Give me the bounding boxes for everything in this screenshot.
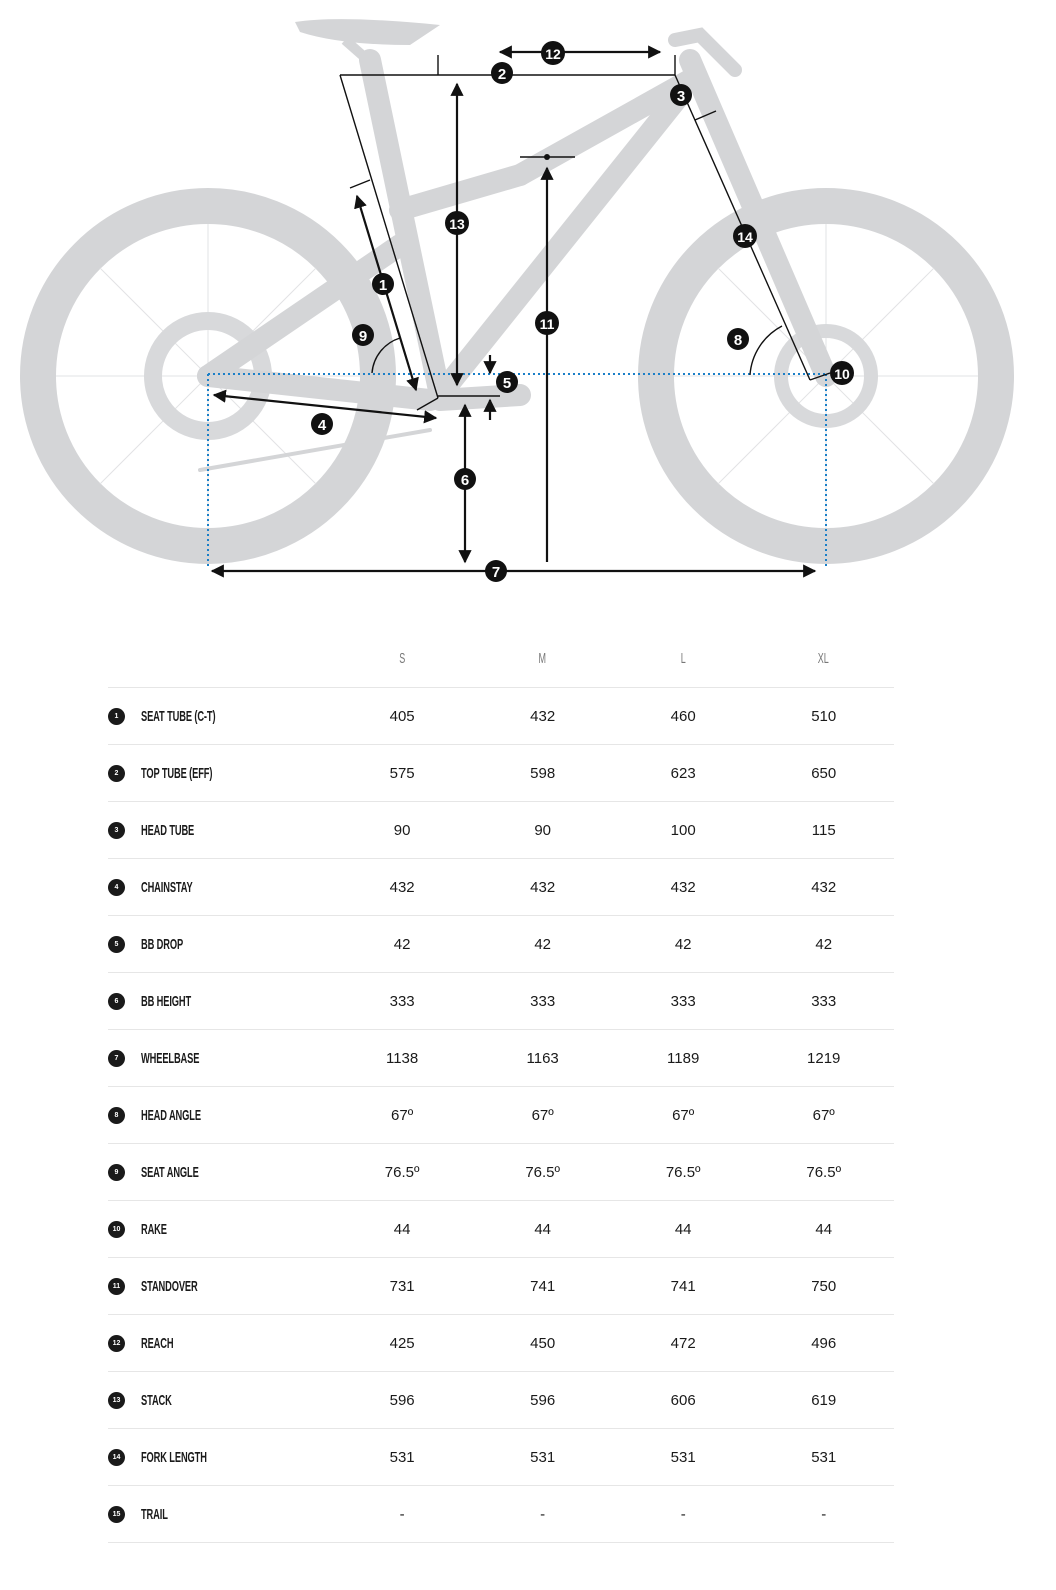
svg-text:4: 4 (317, 417, 327, 434)
measurement-label: RAKE (141, 1220, 167, 1238)
value-m: 741 (530, 1277, 556, 1295)
value-m: 432 (530, 707, 556, 725)
table-row (108, 1258, 894, 1315)
value-s: 90 (393, 821, 411, 839)
row-label (108, 879, 332, 896)
number-badge-icon: 3 (108, 822, 125, 839)
number-badge-icon: 12 (108, 1335, 125, 1352)
value-l: 531 (670, 1448, 696, 1466)
row-label (108, 1335, 332, 1352)
value-m: 67º (531, 1106, 554, 1124)
value-s: 531 (389, 1448, 415, 1466)
svg-text:6: 6 (460, 472, 470, 489)
measurement-label: TOP TUBE (EFF) (141, 764, 213, 782)
table-row (108, 1429, 894, 1486)
svg-text:12: 12 (545, 46, 561, 62)
number-badge-icon: 4 (108, 879, 125, 896)
number-badge-icon: 14 (108, 1449, 125, 1466)
value-s: 425 (389, 1334, 415, 1352)
value-s: 432 (389, 878, 415, 896)
svg-text:2: 2 (497, 66, 507, 83)
value-s: 575 (389, 764, 415, 782)
column-header-s: S (399, 650, 406, 667)
svg-text:13: 13 (449, 216, 465, 232)
value-s: 596 (389, 1391, 415, 1409)
value-xl: 67º (812, 1106, 835, 1124)
row-label (108, 1221, 332, 1238)
measurement-label: FORK LENGTH (141, 1448, 207, 1466)
table-row (108, 1144, 894, 1201)
table-row (108, 745, 894, 802)
svg-text:11: 11 (539, 316, 555, 332)
row-label (108, 936, 332, 953)
number-badge-icon: 9 (108, 1164, 125, 1181)
value-xl: 531 (811, 1448, 837, 1466)
value-m: 333 (530, 992, 556, 1010)
value-s: 67º (391, 1106, 414, 1124)
value-l: 460 (670, 707, 696, 725)
value-l: 432 (670, 878, 696, 896)
table-row (108, 1201, 894, 1258)
number-badge-icon: 1 (108, 708, 125, 725)
row-label (108, 765, 332, 782)
value-m: 90 (534, 821, 551, 839)
row-label (108, 1392, 332, 1409)
value-xl: 115 (811, 821, 836, 839)
measurement-label: CHAINSTAY (141, 878, 193, 896)
value-m: 596 (530, 1391, 556, 1409)
value-l: 741 (670, 1277, 696, 1295)
table-row (108, 1372, 894, 1429)
number-badge-icon: 5 (108, 936, 125, 953)
value-xl: 1219 (807, 1049, 841, 1067)
svg-text:7: 7 (491, 564, 501, 581)
value-m: 432 (530, 878, 556, 896)
value-m: 450 (530, 1334, 556, 1352)
number-badge-icon: 7 (108, 1050, 125, 1067)
value-s: 731 (389, 1277, 415, 1295)
table-header (108, 630, 894, 688)
row-label (108, 1164, 332, 1181)
row-label (108, 822, 332, 839)
table-row (108, 1315, 894, 1372)
value-m: 1163 (526, 1049, 559, 1067)
measurement-label: HEAD TUBE (141, 821, 195, 839)
svg-text:1: 1 (378, 277, 388, 294)
value-s: 44 (393, 1220, 411, 1238)
value-m: 531 (530, 1448, 556, 1466)
value-m: 76.5º (525, 1163, 560, 1181)
value-m: - (540, 1505, 546, 1523)
table-row (108, 1087, 894, 1144)
row-label (108, 708, 332, 725)
bike-silhouette (38, 19, 996, 546)
value-xl: 619 (811, 1391, 837, 1409)
number-badge-icon: 15 (108, 1506, 125, 1523)
value-xl: 76.5º (806, 1163, 842, 1181)
value-l: 333 (670, 992, 696, 1010)
svg-text:5: 5 (502, 375, 512, 392)
bike-geometry-diagram (0, 0, 1056, 600)
value-s: 76.5º (384, 1163, 420, 1181)
column-header-l: L (680, 650, 686, 667)
column-header-m: M (538, 650, 547, 667)
geometry-table (108, 630, 894, 1543)
value-l: 606 (670, 1391, 696, 1409)
value-s: 1138 (385, 1049, 419, 1067)
measurement-label: WHEELBASE (141, 1049, 200, 1067)
value-m: 598 (530, 764, 556, 782)
svg-text:8: 8 (733, 332, 743, 349)
table-row (108, 1486, 894, 1543)
column-header-xl: XL (818, 650, 830, 667)
svg-text:14: 14 (737, 229, 753, 245)
number-badge-icon: 11 (108, 1278, 125, 1295)
table-row (108, 916, 894, 973)
value-s: 42 (393, 935, 411, 953)
number-badge-icon: 13 (108, 1392, 125, 1409)
number-badge-icon: 8 (108, 1107, 125, 1124)
row-label (108, 1107, 332, 1124)
value-xl: 42 (815, 935, 833, 953)
value-l: 44 (674, 1220, 692, 1238)
svg-text:9: 9 (358, 328, 368, 345)
value-xl: - (821, 1505, 827, 1523)
value-xl: 333 (811, 992, 837, 1010)
measurement-label: SEAT ANGLE (141, 1163, 199, 1181)
svg-text:10: 10 (834, 366, 850, 382)
value-s: 405 (389, 707, 415, 725)
measurement-label: STANDOVER (141, 1277, 198, 1295)
measurement-label: BB HEIGHT (141, 992, 192, 1010)
row-label (108, 1278, 332, 1295)
value-xl: 750 (811, 1277, 837, 1295)
value-l: 1189 (667, 1049, 700, 1067)
table-row (108, 1030, 894, 1087)
value-l: 623 (670, 764, 696, 782)
table-row (108, 859, 894, 916)
row-label (108, 993, 332, 1010)
measurement-label: TRAIL (141, 1505, 168, 1523)
measurement-label: SEAT TUBE (C-T) (141, 707, 216, 725)
table-row (108, 973, 894, 1030)
table-row (108, 802, 894, 859)
value-l: 100 (670, 821, 696, 839)
row-label (108, 1050, 332, 1067)
value-xl: 44 (815, 1220, 833, 1238)
value-l: 67º (672, 1106, 695, 1124)
value-s: 333 (389, 992, 415, 1010)
value-xl: 510 (811, 707, 837, 725)
row-label (108, 1449, 332, 1466)
value-xl: 496 (811, 1334, 837, 1352)
measurement-label: HEAD ANGLE (141, 1106, 201, 1124)
value-l: 76.5º (665, 1163, 701, 1181)
number-badge-icon: 2 (108, 765, 125, 782)
value-xl: 650 (811, 764, 837, 782)
measurement-label: BB DROP (141, 935, 184, 953)
value-xl: 432 (811, 878, 837, 896)
value-s: - (399, 1505, 405, 1523)
value-l: 42 (674, 935, 692, 953)
value-m: 42 (534, 935, 551, 953)
row-label (108, 1506, 332, 1523)
measurement-label: REACH (141, 1334, 174, 1352)
measurement-label: STACK (141, 1391, 172, 1409)
value-m: 44 (534, 1220, 551, 1238)
svg-text:3: 3 (676, 88, 686, 105)
table-row (108, 688, 894, 745)
number-badge-icon: 10 (108, 1221, 125, 1238)
number-badge-icon: 6 (108, 993, 125, 1010)
value-l: - (680, 1505, 686, 1523)
value-l: 472 (670, 1334, 696, 1352)
